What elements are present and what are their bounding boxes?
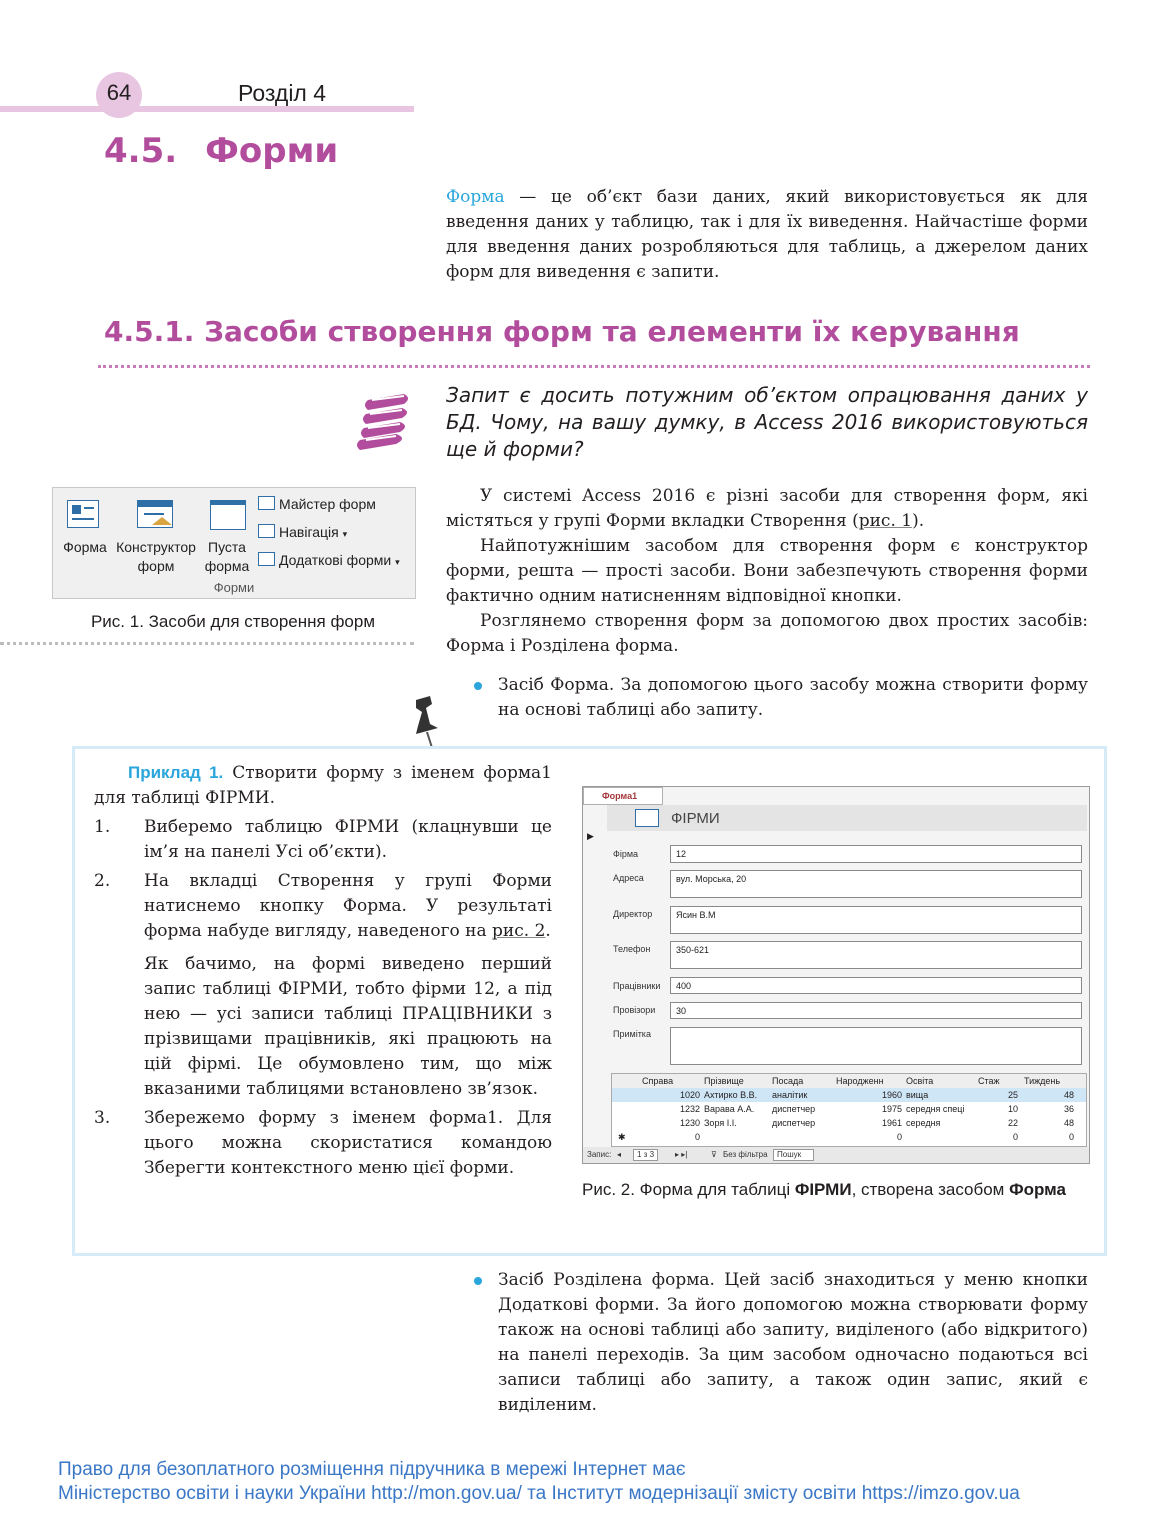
ribbon-forms-group — [52, 487, 416, 599]
nav-position[interactable]: 1 з 3 — [633, 1149, 658, 1161]
field-label: Провізори — [613, 1005, 656, 1015]
form-button[interactable]: Форма — [63, 539, 107, 555]
form-tab[interactable]: Форма1 — [583, 787, 663, 805]
ribbon-group-label: Форми — [213, 580, 255, 595]
grid-header[interactable]: Прізвище — [704, 1076, 744, 1086]
more-forms-icon — [258, 552, 275, 566]
field-input[interactable]: вул. Морська, 20 — [670, 870, 1082, 898]
field-input[interactable]: 350-621 — [670, 941, 1082, 969]
nav-next-icon[interactable]: ▸ ▸| — [675, 1150, 688, 1159]
field-label: Телефон — [613, 944, 651, 954]
grid-header[interactable]: Справа — [642, 1076, 674, 1086]
form-wizard-button[interactable]: Майстер форм — [258, 496, 376, 512]
bullet-item: Засіб Форма. За допомогою цього засобу можна створити форму на основі таблиці або запиту. — [498, 673, 1088, 723]
field-input[interactable] — [670, 1027, 1082, 1065]
new-record-icon: ✱ — [618, 1132, 626, 1142]
figure-2-link[interactable]: рис. 2 — [492, 921, 546, 941]
term-form: Форма — [446, 187, 505, 207]
section-title: 4.5. Форми — [104, 131, 339, 171]
paragraph: Розглянемо створення форм за допомогою двох простих засобів: Форма і Розділена форма. — [446, 611, 1088, 656]
bullet-item: Засіб Розділена форма. Цей засіб знаходиться у меню кнопки Додаткові форми. За його допомогою можна створювати форму також на основі таблиці або запиту, виділеного (або відкритого) на панелі переходів. За цим засобом одночасно подаються всі записи таблиці або запиту, а також один запис, який є виділеним. — [498, 1268, 1088, 1418]
subsection-title: 4.5.1. Засоби створення форм та елементи їх керування — [104, 315, 1020, 348]
wizard-icon — [258, 496, 275, 510]
field-input[interactable]: 400 — [670, 977, 1082, 994]
form-icon — [67, 500, 99, 528]
filter-icon: ⊽ — [711, 1150, 717, 1159]
more-forms-button[interactable]: Додаткові форми ▾ — [258, 552, 400, 568]
step-2: 2. На вкладці Створення у групі Форми натиснемо кнопку Форма. У результаті форма набуде вигляду, наведеного на рис. 2. Як бачимо, на формі виведено перший запис таблиці ФІРМИ, тобто фірми 12, а під нею — усі записи таблиці ПРАЦІВНИКИ з прізвищами працівників, які працюють на цій фірмі. Це обумовлено тим, що між вказаними таблицями встановлено зв’язок. — [94, 869, 552, 1102]
dotted-divider — [0, 642, 414, 645]
form-designer-button[interactable]: Конструктор форм — [116, 539, 196, 574]
access-form-window — [582, 786, 1090, 1164]
form-title: ФІРМИ — [671, 810, 720, 827]
record-navigation-bar — [583, 1147, 1089, 1163]
chevron-down-icon: ▾ — [342, 529, 348, 539]
header-rule — [0, 106, 414, 112]
field-input[interactable]: 12 — [670, 845, 1082, 863]
intro-paragraph: Форма — це об’єкт бази даних, який використовується як для введення даних у таблицю, так і для їх виведення. Найчастіше форми для введення даних розробляються для таблиць, а джерелом даних форм для виведення є запити. — [446, 187, 1088, 282]
field-label: Працівники — [613, 981, 661, 991]
field-label: Примітка — [613, 1029, 651, 1039]
step-2-note: Як бачимо, на формі виведено перший запис таблиці ФІРМИ, тобто фірми 12, а під нею — усі записи таблиці ПРАЦІВНИКИ з прізвищами працівників, які працюють на цій фірмі. Це обумовлено тим, що між вказаними таблицями встановлено зв’язок. — [144, 954, 552, 1099]
books-icon — [356, 394, 412, 452]
grid-header-row — [612, 1074, 1086, 1089]
figure-1-link[interactable]: рис. 1 — [858, 511, 913, 531]
bullet-dot — [474, 682, 482, 690]
step-1: 1. Виберемо таблицю ФІРМИ (клацнувши це ім’я на панелі Усі об’єкти). — [94, 817, 552, 862]
field-label: Фірма — [613, 849, 639, 859]
navigation-icon — [258, 524, 275, 538]
question-text: Запит є досить потужним об’єктом опрацювання даних у БД. Чому, на вашу думку, в Access 2016 використовуються ще й форми? — [446, 383, 1088, 461]
table-row[interactable]: 1230 Зоря І.І. диспетчер 1961 середня 22 48 — [679, 1118, 1074, 1128]
field-label: Адреса — [613, 873, 644, 883]
blank-form-button[interactable]: Пуста форма — [204, 539, 250, 574]
form-icon — [635, 809, 659, 827]
step-3: 3. Збережемо форму з іменем форма1. Для цього можна скористатися командою Зберегти контекстного меню цієї форми. — [94, 1108, 552, 1178]
grid-header[interactable]: Народженн — [836, 1076, 884, 1086]
chapter-title: Розділ 4 — [238, 80, 327, 106]
bullet-dot — [474, 1277, 482, 1285]
navigation-button[interactable]: Навігація ▾ — [258, 524, 347, 540]
body-paragraphs — [446, 484, 1088, 659]
figure-2-caption: Рис. 2. Форма для таблиці ФІРМИ, створена засобом Форма — [582, 1180, 1066, 1199]
footer-copyright: Право для безоплатного розміщення підручника в мережі Інтернет має Міністерство освіти і науки України http://mon.gov.ua/ та Інститут модернізації змісту освіти https://imzo.gov.ua — [58, 1459, 1020, 1504]
paragraph: У системі Access 2016 є різні засоби для створення форм, які містяться у групі Форми вкладки Створення (рис. 1). — [446, 486, 1088, 531]
example-task: Приклад 1. Створити форму з іменем форма1 для таблиці ФІРМИ. — [94, 763, 552, 808]
subform-datasheet — [611, 1073, 1087, 1147]
paragraph: Найпотужнішим засобом для створення форм є конструктор форми, решта — прості засоби. Вони забезпечують створення форми фактично одним натисненням відповідної кнопки. — [446, 536, 1088, 606]
figure-1-caption: Рис. 1. Засоби для створення форм — [90, 612, 376, 631]
example-text — [94, 760, 552, 1181]
chevron-down-icon: ▾ — [395, 557, 400, 567]
field-input[interactable]: Ясин В.М — [670, 906, 1082, 934]
nav-record-label: Запис: — [587, 1150, 612, 1159]
table-row-new[interactable]: ✱ 0 0 0 0 — [618, 1132, 1074, 1142]
search-input[interactable]: Пошук — [773, 1149, 814, 1161]
grid-header[interactable]: Стаж — [978, 1076, 1000, 1086]
field-label: Директор — [613, 909, 653, 919]
grid-header[interactable]: Посада — [772, 1076, 804, 1086]
grid-header[interactable]: Освіта — [906, 1076, 934, 1086]
nav-first-icon[interactable]: ◂ — [617, 1150, 622, 1159]
table-row[interactable]: 1020 Ахтирко В.В. аналітик 1960 вища 25 48 — [612, 1088, 1086, 1102]
record-selector-icon: ▶ — [587, 831, 594, 841]
grid-header[interactable]: Тиждень — [1024, 1076, 1061, 1086]
page-number: 64 — [106, 80, 132, 105]
nav-filter[interactable]: Без фільтра — [723, 1150, 768, 1159]
example-label: Приклад 1. — [128, 763, 224, 782]
table-row[interactable]: 1232 Варава А.А. диспетчер 1975 середня спеці 10 36 — [679, 1104, 1074, 1114]
field-input[interactable]: 30 — [670, 1002, 1082, 1019]
blank-form-icon — [210, 500, 246, 530]
form-title-bar — [607, 805, 1087, 831]
dotted-divider — [98, 365, 1090, 368]
designer-icon — [137, 500, 173, 528]
